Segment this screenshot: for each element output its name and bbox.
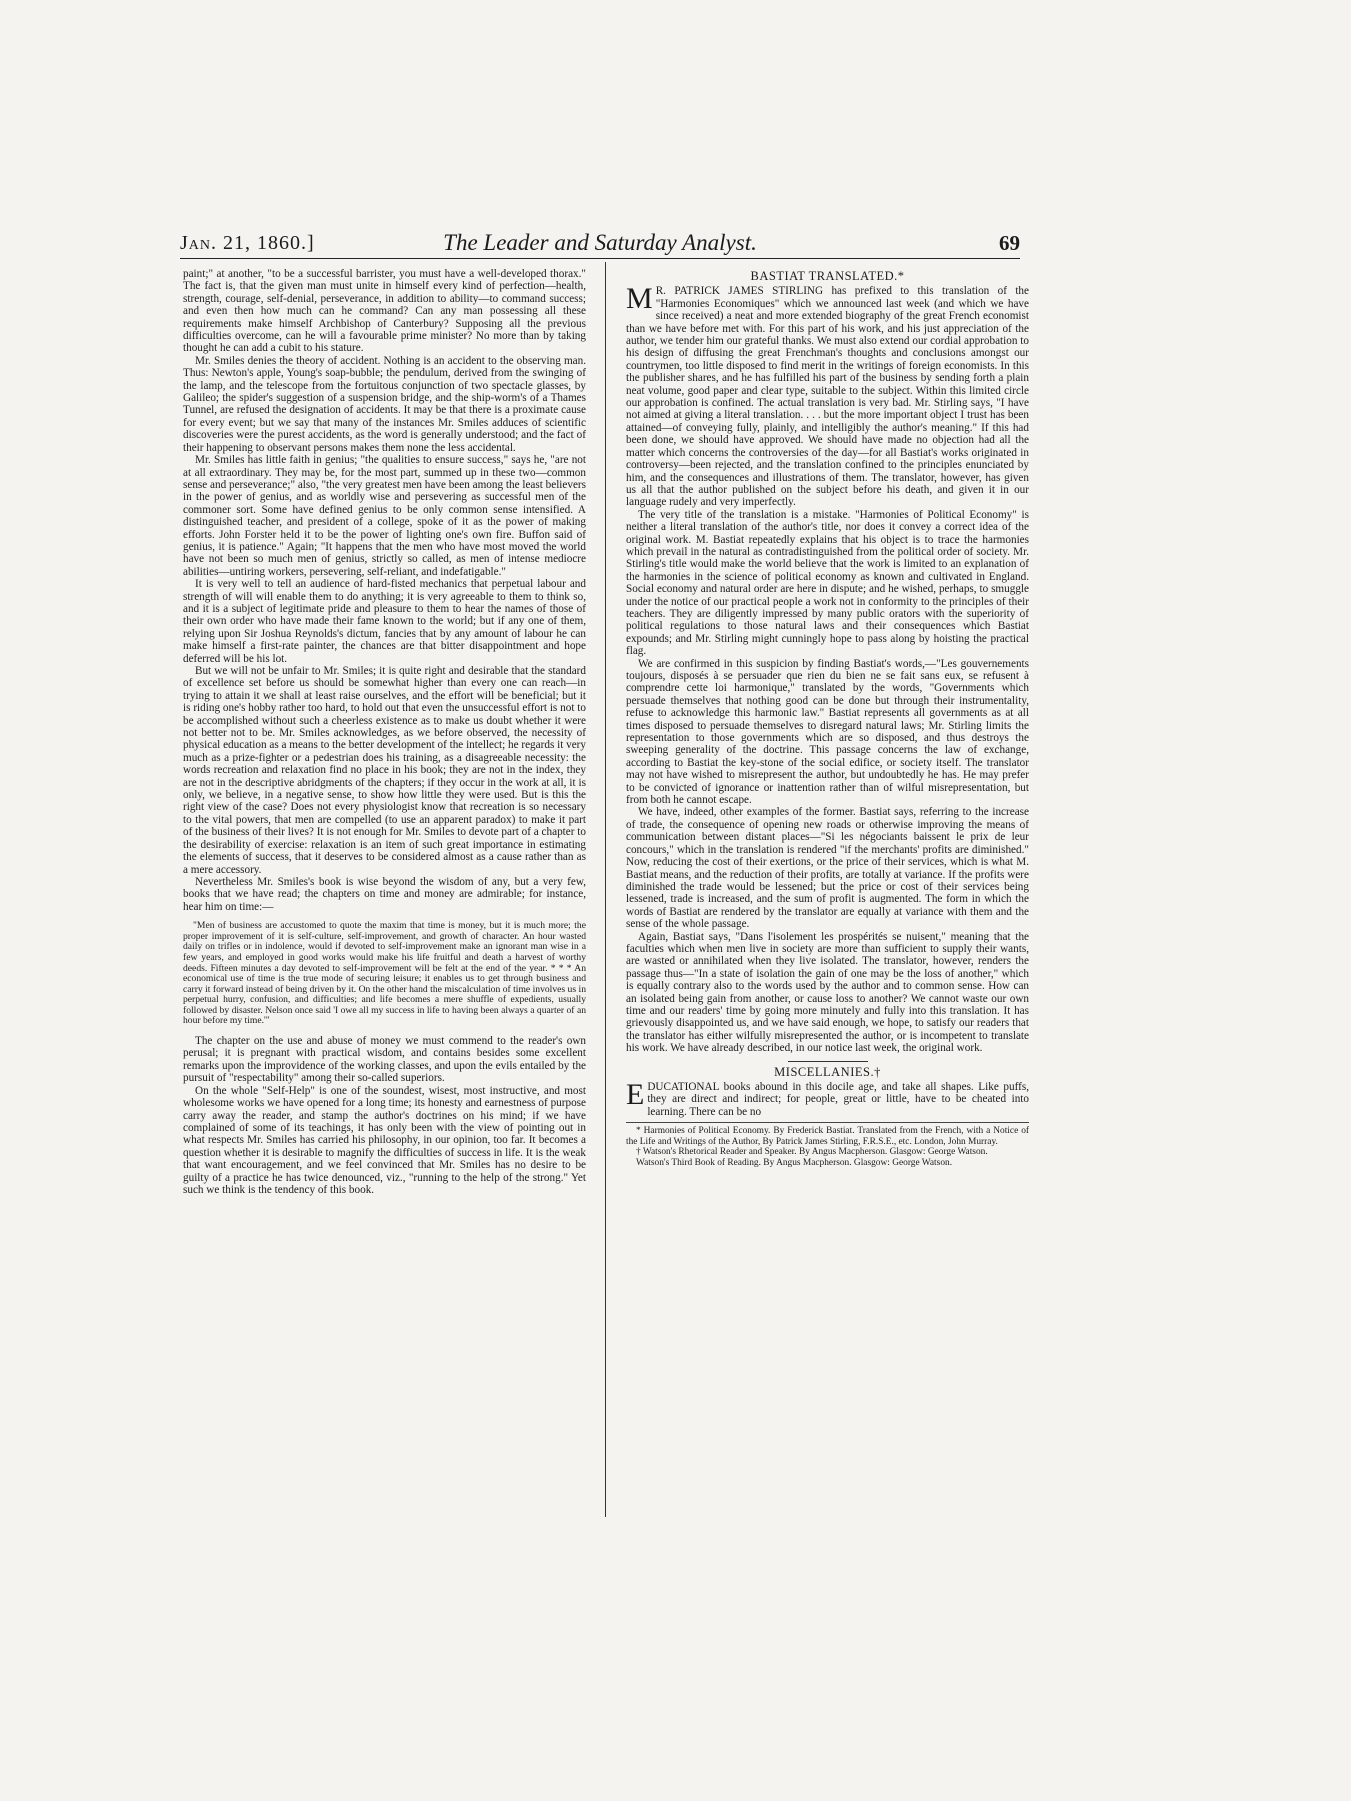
footnote: † Watson's Rhetorical Reader and Speaker. By Angus Macpherson. Glasgow: George Watson.: [636, 1147, 988, 1158]
drop-cap: E: [626, 1078, 645, 1111]
lead-paragraph: [626, 1078, 1029, 1118]
footnote: * Harmonies of Political Economy. By Frederick Bastiat. Translated from the French, with a Notice of the Life and Writings of the Author, By Patrick James Stirling, F.R.S.E., etc. London, John Murray.: [626, 1126, 1029, 1147]
header-date: Jan. 21, 1860.]: [180, 232, 315, 254]
paragraph: But we will not be unfair to Mr. Smiles; it is quite right and desirable that the standard of excellence set before us should be somewhat higher than every one can reach—in trying to attain it we shall at least raise ourselves, and the effort will be beneficial; but it is riding one's hobby rather too hard, to hold out that even the unsuccessful effort is not to be accomplished without such a cheerless existence as to make us doubt whether it were not better not to be. Mr. Smiles acknowledges, as we before observed, the necessity of physical education as a means to the better development of the intellect; he regards it very much as a prize-fighter or a pedestrian does his training, as a disagreeable necessity: the words recreation and relaxation find no place in his book; they are not in the index, they are not in the descriptive abridgments of the chapters; if they occur in the work at all, it is only, we believe, in a negative sense, to show how little they were used. But is this the right view of the case? Does not every physiologist know that recreation is so necessary to the vital powers, that men are compelled (to use an apparent paradox) to make it part of the business of their lives? It is not enough for Mr. Smiles to devote part of a chapter to the desirability of exercise: relaxation is an item of such great importance in estimating the elements of success, that it deserves to be considered almost as a cause rather than as a mere accessory.: [183, 665, 586, 876]
section-rule: [788, 1061, 868, 1062]
paragraph: It is very well to tell an audience of hard-fisted mechanics that perpetual labour and strength of will will enable them to do anything; it is very agreeable to them to think so, and it is a subject of legitimate pride and pleasure to them to hear the names of those of their own order who have made their fame known to the world; but if any one of them, relying upon Sir Joshua Reynolds's dictum, fancies that by any amount of labour he can make himself a first-rate painter, the chances are that bitter disappointment and hope deferred will be his lot.: [183, 578, 586, 665]
lead-text: DUCATIONAL books abound in this docile age, and take all shapes. Like puffs, they are direct and indirect; for people, great or little, have to be cheated into learning. There can be no: [647, 1081, 1029, 1118]
page-number: 69: [999, 231, 1020, 255]
paragraph: Again, Bastiat says, "Dans l'isolement les prospérités se nuisent," meaning that the faculties which when men live in society are more than sufficient to supply their wants, are wasted or annihilated when they live isolated. The translator, however, renders the passage thus—"In a state of isolation the gain of one may be the loss of another," which is equally contrary also to the words used by the author and to common sense. How can an isolated being gain from another, or cause loss to another? We cannot waste our own time and our readers' time by going more minutely and fully into this translation. It has grievously disappointed us, and we have said enough, we hope, to satisfy our readers that the translator has either wilfully misrepresented the author, or is incompetent to translate his work. We have already described, in our notice last week, the original work.: [626, 930, 1029, 1055]
header-title: The Leader and Saturday Analyst.: [443, 230, 757, 255]
paragraph: Mr. Smiles has little faith in genius; "the qualities to ensure success," says he, "are not at all extraordinary. They may be, for the most part, summed up in these two—common sense and perseverance;" also, "the very greatest men have been among the least believers in the power of genius, and as worldly wise and persevering as successful men of the commoner sort. Some have defined genius to be only common sense intensified. A distinguished teacher, and president of a college, spoke of it as the power of making efforts. John Forster held it to be the power of lighting one's own fire. Buffon said of genius, it is patience." Again; "It happens that the men who have most moved the world have not been so much men of genius, strictly so called, as men of intense mediocre abilities—untiring workers, persevering, self-reliant, and indefatigable.": [183, 454, 586, 578]
right-column: [626, 268, 1029, 1398]
paragraph: Mr. Smiles denies the theory of accident. Nothing is an accident to the observing man. Thus: Newton's apple, Young's soap-bubble; the pendulum, derived from the swinging of the lamp, and the telescope from the fortuitous conjunction of two spectacle glasses, by Galileo; the spider's suggestion of a suspension bridge, and the ship-worm's of a Thames Tunnel, are refused the designation of accidents. It may be that there is a proximate cause for every event; but we say that many of the instances Mr. Smiles adduces of scientific discoveries were the purest accidents, as the word is generally understood; and the fact of their happening to observant persons makes them none the less accidental.: [183, 354, 586, 454]
paragraph: paint;" at another, "to be a successful barrister, you must have a well-developed thorax." The fact is, that the given man must unite in himself every kind of perfection—health, strength, courage, self-denial, perseverance, in addition to ability—to command success; and even then how much can he command? Can any man possessing all these requirements make himself Archbishop of Canterbury? Supposing all the previous difficulties overcome, can he will a favourable prime minister? No more than by taking thought he can add a cubit to his stature.: [183, 268, 586, 355]
paragraph: Nevertheless Mr. Smiles's book is wise beyond the wisdom of any, but a very few, books that we have read; the chapters on time and money are admirable; for instance, hear him on time:—: [183, 875, 586, 913]
quote-text: "Men of business are accustomed to quote the maxim that time is money, but it is much more; the proper improvement of it is self-culture, self-improvement, and growth of character. An hour wasted daily on trifles or in indolence, would if devoted to self-improvement make an ignorant man wise in a few years, and employed in good works would make his life fruitful and death a harvest of worthy deeds. Fifteen minutes a day devoted to self-improvement will be felt at the end of the year. * * * An economical use of time is the true mode of securing leisure; it enables us to get through business and carry it forward instead of being driven by it. On the other hand the miscalculation of time involves us in perpetual hurry, confusion, and difficulties; and life becomes a mere shuffle of expedients, usually followed by disaster. Nelson once said 'I owe all my success in life to having been always a quarter of an hour before my time.'": [183, 920, 586, 1027]
left-column: [183, 268, 586, 1548]
footnote: Watson's Third Book of Reading. By Angus Macpherson. Glasgow: George Watson.: [636, 1158, 953, 1168]
paragraph: We have, indeed, other examples of the former. Bastiat says, referring to the increase of trade, the consequence of opening new roads or otherwise improving the means of communication between distant places—"Si les négociants baissent le prix de leur concours," which in the translation is rendered "if the merchants' profits are diminished." Now, reducing the cost of their exertions, or the price of their services, which is what M. Bastiat means, and the reduction of their profits, are totally at variance. If the profits were diminished the trade would be lessened; but the price or cost of their services being lessened, trade is increased, and the sum of profit is augmented. The form in which the words of Bastiat are rendered by the translator are equally at variance with them and the sense of the whole passage.: [626, 806, 1029, 931]
lead-paragraph: [626, 282, 1029, 509]
paragraph: We are confirmed in this suspicion by finding Bastiat's words,—"Les gouvernements toujours, disposés à se persuader que rien du bien ne se fait sans eux, se refusent à comprendre cette loi harmonique," translated by the words, "Governments which persuade themselves that nothing good can be done but through their instrumentality, refuse to acknowledge this harmonic law." Bastiat represents all governments as at all times disposed to persuade themselves to disregard natural laws; Mr. Stirling limits the representation to those governments which are so disposed, and thus destroys the sweeping generality of the doctrine. This passage concerns the law of exchange, according to Bastiat the key-stone of the social edifice, or society itself. The translator may not have wished to misrepresent the author, but undoubtedly he has. He may prefer to be convicted of ignorance or inattention rather than of wilful misrepresentation, but from both he cannot escape.: [626, 657, 1029, 807]
footnotes: [626, 1122, 1029, 1168]
paragraph: On the whole "Self-Help" is one of the soundest, wisest, most instructive, and most wholesome works we have opened for a long time; its honesty and earnestness of purpose carry away the reader, and stamp the author's doctrines on his mind; if we have complained of some of its teachings, it has only been with the view of pointing out in what respects Mr. Smiles has carried his philosophy, in our opinion, too far. It becomes a question whether it is desirable to magnify the difficulties of success in life. It is the weak that want encouragement, and we feel convinced that Mr. Smiles has no desire to be guilty of a practice he has twice denounced, viz., "running to the help of the strong." Yet such we think is the tendency of this book.: [183, 1084, 586, 1196]
page-header: [180, 232, 1020, 259]
paragraph: The very title of the translation is a mistake. "Harmonies of Political Economy" is neither a literal translation of the author's title, nor does it convey a correct idea of the original work. M. Bastiat repeatedly explains that his object is to trace the harmonies which prevail in the natural as contradistinguished from the political order of society. Mr. Stirling's title would make the world believe that the work is limited to an explanation of the harmonies in the science of political economy as known and cultivated in England. Social economy and natural order are here in dispute; and he wished, perhaps, to smuggle under the notice of our practical people a work not in conformity to the principles of their teachers. They are diligently impressed by many public orators with the superiority of political regulations to those natural laws and their consequences which Bastiat expounds; and Mr. Stirling might cunningly hope to pass along by hoisting the practical flag.: [626, 508, 1029, 658]
block-quote: [183, 921, 586, 1027]
section-title: MISCELLANIES.†: [774, 1064, 881, 1079]
article-title: BASTIAT TRANSLATED.*: [750, 269, 905, 283]
column-divider: [605, 262, 606, 1517]
paragraph: The chapter on the use and abuse of money we must commend to the reader's own perusal; it is pregnant with practical wisdom, and contains besides some excellent remarks upon the improvidence of the working classes, and upon the evils entailed by the pursuit of "respectability" among their so-called superiors.: [183, 1035, 586, 1085]
lead-text: R. PATRICK JAMES STIRLING has prefixed to this translation of the "Harmonies Economiques" which we announced last week (and which we have since received) a neat and more extended biography of the great French economist than we have before met with. For this part of his work, and his just appreciation of the author, we tender him our grateful thanks. We must also extend our cordial approbation to his design of diffusing the great Frenchman's thoughts and conclusions amongst our countrymen, too little disposed to find merit in the writings of foreign economists. In this the publisher shares, and he has fulfilled his part of the business by sending forth a plain neat volume, good paper and clear type, suitable to the subject. Within this limited circle our approbation is confined. The actual translation is very bad. Mr. Stirling says, "I have not aimed at giving a literal translation. . . . but the more important object I trust has been attained—of conveying fully, plainly, and intelligibly the author's meaning." If this had been done, we should have approved. We should have made no objection had all the matter which concerns the controversies of the day—for all Bastiat's works originated in controversy—been rejected, and the translation confined to the principles enunciated by him, and the consequences and illustrations of them. The translator, however, has given us all that the author published on the subject before his death, and given it in our language rudely and very imperfectly.: [626, 285, 1029, 509]
drop-cap: M: [626, 282, 653, 316]
